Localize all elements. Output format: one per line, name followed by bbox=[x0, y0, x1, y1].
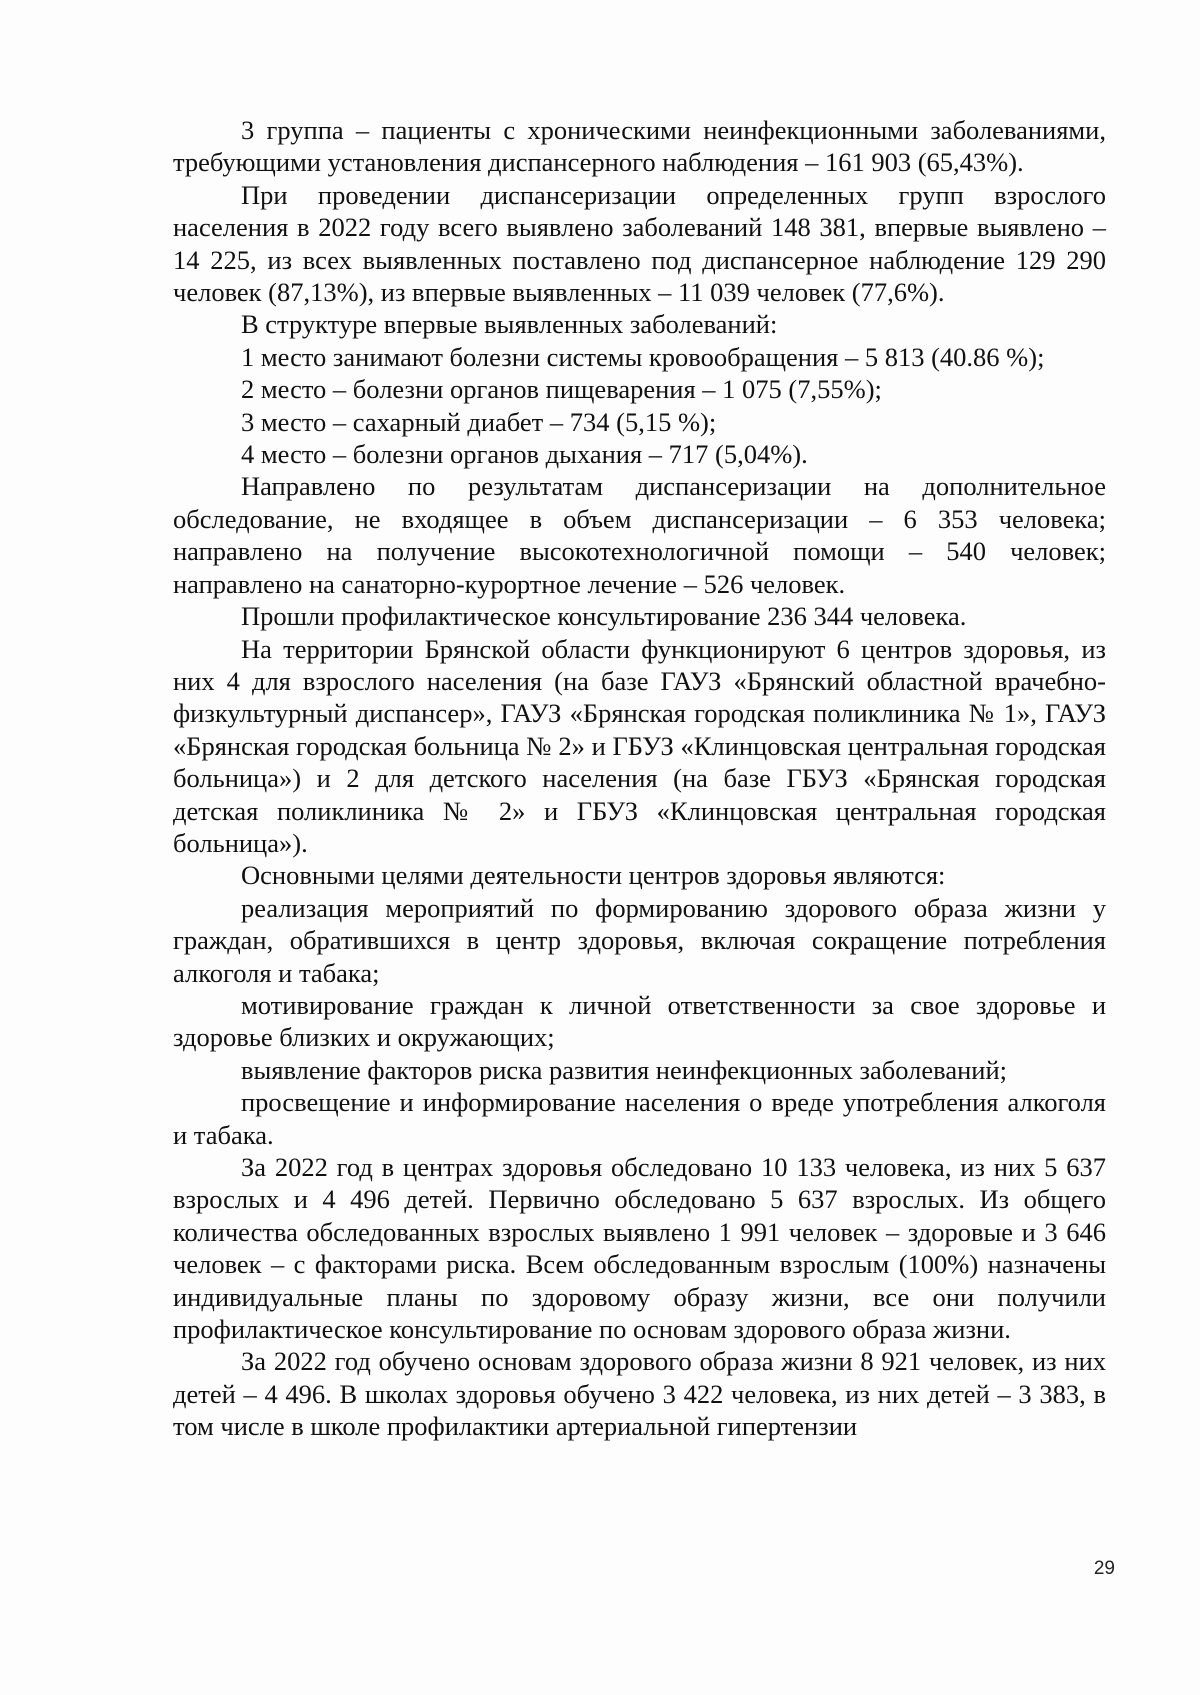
list-item-place-2: 2 место – болезни органов пищеварения – 1 075 (7,55%); bbox=[241, 374, 882, 405]
list-item-goal-3: выявление факторов риска развития неинфекционных заболеваний; bbox=[241, 1054, 1007, 1085]
list-item-place-1: 1 место занимают болезни системы кровообращения – 5 813 (40.86 %); bbox=[241, 341, 1045, 372]
paragraph-trained: За 2022 год обучено основам здорового образа жизни 8 921 человек, из них детей – 4 496. В школах здоровья обучено 3 422 человека, из них детей – 3 383, в том числе в школе профилактики артериальной гипертензии bbox=[173, 1346, 1106, 1442]
page-number: 29 bbox=[1093, 1558, 1115, 1579]
list-item-place-4: 4 место – болезни органов дыхания – 717 (5,04%). bbox=[241, 439, 808, 470]
paragraph-goals-heading: Основными целями деятельности центров здоровья являются: bbox=[241, 860, 946, 891]
paragraph-referrals: Направлено по результатам диспансеризации на дополнительное обследование, не входящее в объем диспансеризации – 6 353 человека; направлено на получение высокотехнологичной помощи – 540 человек; направлено на санаторно-курортное лечение – 526 человек. bbox=[173, 471, 1106, 599]
paragraph-structure-heading: В структуре впервые выявленных заболеваний: bbox=[241, 309, 778, 340]
list-item-place-3: 3 место – сахарный диабет – 734 (5,15 %); bbox=[241, 406, 717, 437]
list-item-goal-4: просвещение и информирование населения о вреде употребления алкоголя и табака. bbox=[173, 1087, 1106, 1150]
paragraph-examined: За 2022 год в центрах здоровья обследовано 10 133 человека, из них 5 637 взрослых и 4 496 детей. Первично обследовано 5 637 взрослых. Из общего количества обследованных взрослых выявлено 1 991 человек – здоровые и 3 646 человек – с факторами риска. Всем обследованным взрослым (100%) назначены индивидуальные планы по здоровому образу жизни, все они получили профилактическое консультирование по основам здорового образа жизни. bbox=[173, 1152, 1106, 1345]
list-item-goal-1: реализация мероприятий по формированию здорового образа жизни у граждан, обратившихся в центр здоровья, включая сокращение потребления алкоголя и табака; bbox=[173, 892, 1106, 988]
document-body bbox=[173, 114, 1106, 1443]
list-item-goal-2: мотивирование граждан к личной ответственности за свое здоровье и здоровье близких и окружающих; bbox=[173, 989, 1106, 1053]
paragraph-dispensary-results: При проведении диспансеризации определенных групп взрослого населения в 2022 году всего выявлено заболеваний 148 381, впервые выявлено – 14 225, из всех выявленных поставлено под диспансерное наблюдение 129 290 человек (87,13%), из впервые выявленных – 11 039 человек (77,6%). bbox=[173, 179, 1106, 308]
paragraph-health-centers: На территории Брянской области функционируют 6 центров здоровья, из них 4 для взрослого населения (на базе ГАУЗ «Брянский областной врачебно-физкультурный диспансер», ГАУЗ «Брянская городская поликлиника № 1», ГАУЗ «Брянская городская больница № 2» и ГБУЗ «Клинцовская центральная городская больница») и 2 для детского населения (на базе ГБУЗ «Брянская городская детская поликлиника № 2» и ГБУЗ «Клинцовская центральная городская больница»). bbox=[173, 633, 1106, 858]
paragraph-consultation: Прошли профилактическое консультирование 236 344 человека. bbox=[241, 601, 967, 632]
paragraph-group-3: 3 группа – пациенты с хроническими неинфекционными заболеваниями, требующими установления диспансерного наблюдения – 161 903 (65,43%). bbox=[173, 115, 1106, 178]
